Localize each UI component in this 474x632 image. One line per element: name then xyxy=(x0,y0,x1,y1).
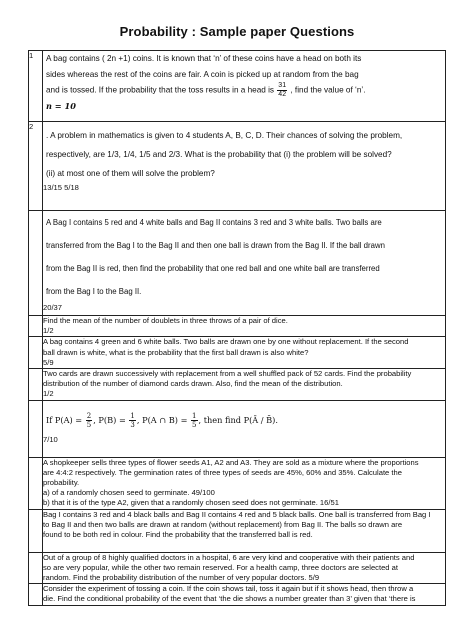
fraction-denominator: 5 xyxy=(86,421,92,430)
question-number xyxy=(29,211,43,316)
question-line: A bag contains ( 2n +1) coins. It is known that ‘n’ of these coins have a head on both its xyxy=(46,54,362,63)
question-body xyxy=(43,584,446,605)
question-row xyxy=(29,400,446,457)
question-number xyxy=(29,316,43,337)
question-body xyxy=(43,369,446,401)
fraction xyxy=(86,412,92,429)
question-number xyxy=(29,509,43,552)
question-number xyxy=(29,552,43,584)
answer-text: 7/10 xyxy=(43,435,58,445)
answer-text: 20/37 xyxy=(43,303,63,312)
question-body xyxy=(43,122,446,211)
question-number: 2 xyxy=(29,122,43,211)
question-line: Find the mean of the number of doublets in three throws of a pair of dice. xyxy=(43,316,288,325)
question-row xyxy=(29,211,446,316)
fraction xyxy=(191,412,197,429)
question-line: b) that it is of the type A2, given that a randomly chosen seed does not germinate. 16/51 xyxy=(43,498,339,508)
question-line: A bag contains 4 green and 6 white balls. Two balls are drawn one by one without replacement. If the second xyxy=(43,337,409,347)
question-text: , find the value of ‘n’. xyxy=(290,85,366,95)
fraction-numerator: 1 xyxy=(192,412,197,421)
question-row xyxy=(29,122,446,211)
question-line: a) of a randomly chosen seed to germinate. 49/100 xyxy=(43,488,215,498)
questions-table xyxy=(28,50,446,606)
question-line: transferred from the Bag I to the Bag II and then one ball is drawn from the Bag II. If the ball drawn xyxy=(46,241,385,250)
question-row xyxy=(29,552,446,584)
question-row xyxy=(29,369,446,401)
question-line: Consider the experiment of tossing a coin. If the coin shows tail, toss it again but if it shows head, then throw a xyxy=(43,584,414,594)
fraction xyxy=(129,412,135,429)
question-line: so are very popular, while the other two remain reserved. For a health camp, three doctors are selected at xyxy=(43,562,398,572)
page-title: Probability : Sample paper Questions xyxy=(119,24,355,39)
answer-text: 13/15 5/18 xyxy=(43,183,79,192)
question-number xyxy=(29,584,43,605)
question-body xyxy=(43,400,446,457)
question-row xyxy=(29,509,446,552)
question-row xyxy=(29,337,446,369)
formula-line xyxy=(46,411,445,430)
fraction-numerator: 1 xyxy=(130,412,135,421)
answer-text: 1/2 xyxy=(43,389,54,399)
question-body xyxy=(43,51,446,122)
question-line: Two cards are drawn successively with replacement from a well shuffled pack of 52 cards. Find the probability xyxy=(43,369,412,379)
question-line: Out of a group of 8 highly qualified doctors in a hospital, 6 are very kind and cooperative with their patients and xyxy=(43,552,415,562)
question-line: sides whereas the rest of the coins are fair. A coin is picked up at random from the bag xyxy=(46,69,359,79)
question-line: from the Bag I to the Bag II. xyxy=(46,287,142,296)
question-line: ball drawn is white, what is the probability that the first ball drawn is also white? xyxy=(43,347,309,357)
question-line: A shopkeeper sells three types of flower seeds A1, A2 and A3. They are sold as a mixture where the proportions xyxy=(43,457,419,467)
answer-text: 1/2 xyxy=(43,326,54,336)
question-row xyxy=(29,584,446,605)
answer-text: 5/9 xyxy=(43,357,54,367)
question-number: 1 xyxy=(29,51,43,122)
question-line: to Bag II and then two balls are drawn at random (without replacement) from Bag II. The balls so drawn are xyxy=(43,519,403,529)
question-body xyxy=(43,211,446,316)
question-line: random. Find the probability distribution of the number of very popular doctors. 5/9 xyxy=(43,573,320,583)
fraction-numerator: 2 xyxy=(86,412,92,421)
question-body xyxy=(43,552,446,584)
fraction xyxy=(277,82,287,99)
question-row xyxy=(29,316,446,337)
formula-text: , P(B) = xyxy=(93,414,129,425)
question-line: probability. xyxy=(43,478,80,488)
question-row xyxy=(29,457,446,509)
question-number xyxy=(29,369,43,401)
question-text: and is tossed. If the probability that the toss results in a head is xyxy=(46,85,275,95)
question-number xyxy=(29,400,43,457)
question-line: (ii) at most one of them will solve the problem? xyxy=(46,169,215,178)
question-line xyxy=(46,82,445,99)
question-line: from the Bag II is red, then find the probability that one red ball and one white ball are transferred xyxy=(46,264,380,273)
question-line: die. Find the conditional probability of the event that ‘the die shows a number greater than 3’ given that ‘there is xyxy=(43,594,416,604)
question-line: Bag I contains 3 red and 4 black balls and Bag II contains 4 red and 5 black balls. One ball is transferred from Bag I xyxy=(43,509,431,519)
question-line: found to be both red in colour. Find the probability that the transferred ball is red. xyxy=(43,530,313,540)
question-body xyxy=(43,337,446,369)
question-line: distribution of the number of diamond cards drawn. Also, find the mean of the distribution. xyxy=(43,379,343,389)
formula-text: If P(A) = xyxy=(46,414,85,425)
question-body xyxy=(43,509,446,552)
question-number xyxy=(29,337,43,369)
formula-text: , P(A ∩ B) = xyxy=(136,414,191,425)
question-line: are 4:4:2 respectively. The germination rates of three types of seeds are 45%, 60% and 35%. Calculate the xyxy=(43,467,402,477)
fraction-denominator: 42 xyxy=(278,91,287,98)
formula-text: , then find P(Ā / B̄). xyxy=(198,414,278,425)
question-row xyxy=(29,51,446,122)
question-body xyxy=(43,457,446,509)
question-number xyxy=(29,457,43,509)
fraction-denominator: 5 xyxy=(192,421,197,430)
fraction-numerator: 31 xyxy=(278,82,287,89)
question-line: respectively, are 1/3, 1/4, 1/5 and 2/3. What is the probability that (i) the problem will be solved? xyxy=(46,150,392,159)
question-line: A Bag I contains 5 red and 4 white balls and Bag II contains 3 red and 3 white balls. Two balls are xyxy=(46,218,382,227)
question-line: . A problem in mathematics is given to 4 students A, B, C, D. Their chances of solving the problem, xyxy=(46,131,403,140)
question-body xyxy=(43,316,446,337)
answer-text: n = 10 xyxy=(46,101,76,111)
fraction-denominator: 3 xyxy=(130,421,135,430)
